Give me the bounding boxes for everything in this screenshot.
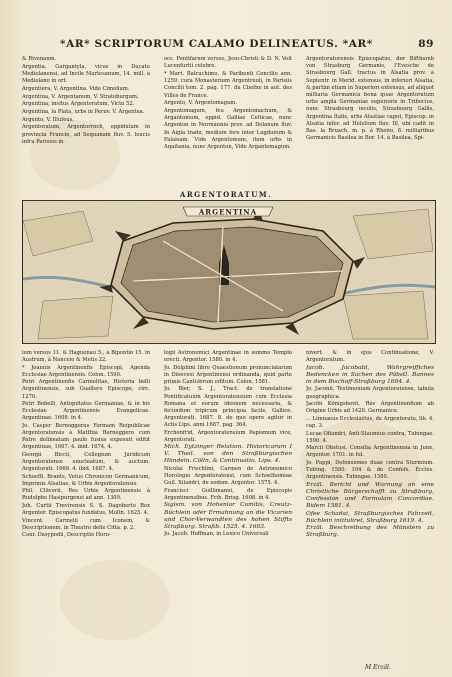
entry: Argentina, insitus Argentoratum, Victo 52. <box>22 101 135 108</box>
entry: Mich. Eytzinger Relation. Historicarum I V. Theil. von den Straßburgischen Händeln. Cölln, & Continuatio. Lips. 4. <box>164 444 292 465</box>
page-number: 89 <box>418 38 434 50</box>
entry: Nicolai Frischlini, Carmen de Astronomico Horologio Argentoratensi, cum Schoelhomiae Guil. Xilandri, de eodem. Argentor. 1575. 4. <box>164 466 292 487</box>
entry: Argento, V. Illufeus. <box>22 116 74 123</box>
top-text-columns <box>22 56 434 188</box>
entry: Georgii Biccii, Collegium Juridicum Argentoratense enucleatum, & auctum. Argentorati. 1669. 4. ibid. 1687. 4. <box>22 451 150 472</box>
entry: occ. Pontifarum versus, Jesu-Christi & D. N. Veit Lucenfurtii celebre. <box>164 56 292 70</box>
entry: logii Astronomici Argentinae in summo Templo erecti. Argentor. 1580. in 4. <box>164 350 292 364</box>
entry: & Rivenanm. <box>22 56 57 62</box>
entry: Erchenfrid, Argentoratensium Papismum vice, Argentorati. <box>164 429 292 443</box>
entry: Phil. Clüverii, Res Urbis Argentinensis à Rudolpho Hasipurgensi ad ann. 1309. <box>22 488 150 502</box>
entry: Jo. Pappi, Defensiones duae contra Sturmium. Tubing. 1580. 104 & de Confefs. Eccles. Argentinensis. Tubingae. 1580. <box>306 459 434 481</box>
entry: Argentina, V. Argentanum, V. Stratoburgum. <box>22 93 139 100</box>
entry: Schoeffl. Brants, Vetus Chronicon Germanicum, Imprimis Alsatiae, & Urbis Argentoratensis. <box>22 473 150 487</box>
bibliography-column-middle <box>164 350 292 662</box>
entry: Petri Bobelli, Antiquitates Germaniae, & in his Ecclesiae Argentinensis Evangelicae. Argentinae. 1609. in 4. <box>22 401 150 422</box>
entry: * Joannis Argentinenfis Episcopi, Agenda Ecclesiae Argentinensis. Colon. 1590. <box>22 364 150 378</box>
entry: ium versus 11. & Haguenau 5., à Bipontio 15. in Austrum, à Nanceio & Metis 22. <box>22 350 150 364</box>
entry: Joh. Curtii Trevirensis S. S. Dagoberto Rex Argentor. Episcopatus fundatus, Moltn. 1625. 4. <box>22 502 150 517</box>
city-plan-illustration <box>23 201 435 343</box>
entry: Petri Argentinenfis Carmelitae, Historia belli Argentinensis, sub Gualtero Episcopo, circ. 1270. <box>22 379 150 400</box>
entry: niverf. & in ejus Continuatione, V. Argentoratum. <box>306 350 434 364</box>
entry: Ofee Schadai, Straßburgisches Fahrzeit, Büchlein intituliret, Straßburg 1619. 4. <box>306 510 434 524</box>
entry: Argentina, la Plata, urbs in Peruv. V. Argentea. <box>22 108 145 115</box>
entry: Argentoratorensis Episcopatus, der Bifthumb von Strasburg Germanis, l'Evesche de Strasbourg Gall. tractus in Alsatia prov. a Septentr. in Merid. extensus, in inferiori Alsatia, & partim etiam in Superiori extensus, ad aliquot milliaria Germanica bona quae Argentoratum urbs ampla Germaniae superioris in Tribocios, nunc Strasbourg incolis, Strasbourg Gallis, Argentina Italis, urbs Alsatiae caput, Episcop. in Alsatia infer. ad Helelium fluv. Ill, ubi cadit in Bas. la Bruach, m. p. à Rheno, 8. milliaribus Germanicis Basilea in Bor. 14. à Basilea, Spi- <box>306 56 434 142</box>
entry: Lucae Ofiandri, Anti-Staumius contra, Tubingae. 1590. 4. <box>306 430 434 444</box>
entry: * Mart. Batrachimo, & Paribenti Concilio ann. 1259. cura Monasterium Argentreoli, in Parisiis Concilii tom. 2. pag. 177. du Chefne in aut. des Villes de France. <box>164 70 292 99</box>
signature-mark: M Erzäl. <box>365 664 391 671</box>
plate-banner: ARGENTINA <box>198 207 258 217</box>
bibliography-column-right <box>306 350 434 662</box>
bottom-text-columns <box>22 350 434 662</box>
entry: Argentoratum, Argentorroch, oppidulum in provincia Francie, ad Sequanam fluv. 5. leucis infra Parisios in <box>22 124 150 145</box>
entry: Jo. Jaconii, Testimonium Argentoratense, tabula geographica. <box>306 386 434 400</box>
entry: Conr. Dasypodii, Descriptio Horo- <box>22 532 111 539</box>
running-title: *AR* SCRIPTORUM CALAMO DELINEATUS. *AR* <box>60 38 373 50</box>
text-column-left <box>22 56 150 188</box>
entry: Jo. Casper Bernoggerus Formam Reipublicae Argentoratensis à Matthia Berneggero cum Patre delineatam paulo fusius exposuit editit Argentinae, 1667. 4. ibid. 1674. 4. <box>22 422 150 451</box>
running-header <box>22 38 434 52</box>
city-plan-engraving <box>22 200 436 344</box>
entry: Sigism. von Hohenlar Comitis, Creutz-Büchlein oder Ermahnung an die Vicarien und Chor-Verwandten des hohen Stiffts Straßburg. Straßb. 1525. 4. 1603. <box>164 502 292 530</box>
entry: Argentomagum, feu Argentomachum, & Argantomum, oppid. Galliae Celticae, nunc Argenton in Normannia prov. ad Dolanum fluv. In Aigla tradu, medium fere inter Lugdunum & Falaisam. Vide Argentomum, item urbs in Aquitania, nunc Argenton, Vide Argantomagum. <box>164 107 292 150</box>
bibliography-column-left <box>22 350 150 662</box>
entry: Jo. Dolphini libro Quaestionum pronunciatarum in Dioecesi Argentinensi ordinanda, quid parte primis Cantisbrum editum. Colon. 1581. <box>164 364 292 385</box>
entry: Jo. Bier, S. J., Tract. de translatione Pontificatuum Argentoratensium cum Ecclesia Romana et eorum ideonem necessaria, & fecundum tripicum principia facile, Gallice. Argentorati. 1687. 8. de quo opere agitur in Actis Lips. anni 1687. pag. 364. <box>164 386 292 428</box>
entry: Jacob. Jacobatii, Wahrgreiffiches Bedencken in Sachen des Päbstl. Bannes in dem Bischoff-Straßburg 1604. 4. <box>306 364 434 385</box>
entry: Erzäl. Bericht und Warnung an eine Christliche Bürgerschafft zu Straßburg, Confession und Formulam Concordiae. Bidem 1581. 4. <box>306 481 434 509</box>
text-column-middle <box>164 56 292 188</box>
entry: Erzäl. Beschreibung des Münsters zu Straßburg. <box>306 525 434 539</box>
entry: ... Limnaeus Ecclesiastus, de Argentoratu, lib. 4. cap. 3. <box>306 415 434 429</box>
text-column-right <box>306 56 434 188</box>
entry: Francisci Guillimanni, de Episcopis Argentinensibus. Frib. Brisg. 1608. in 4. <box>164 487 292 501</box>
entry: Jacobi Königshovii, Res Argentinenfium ab Origine Urbis ad 1420. Germanice. <box>306 401 434 415</box>
plate-caption: ARGENTORATUM. <box>179 190 273 199</box>
entry: Marcii Obstusi, Consilia Argentinensia in June, Argentor. 1701. in fol. <box>306 445 434 459</box>
entry: Argentia, Gargantyla, vicus in Ducatu Mediolanensi, ad Incile Martesanum, 14. mill. à Mediolano in ort. <box>22 63 150 85</box>
entry: Argento, V. Argentomagum. <box>164 100 238 107</box>
entry: Argentiera, V. Argentina. Vide Cimolium. <box>22 85 130 92</box>
entry: Vincent. Carmelii cum Iconem, & Descriptionem, in Theatro delle Citta. p. 2. <box>22 517 150 531</box>
entry: Jo. Jacob. Hoffman, in Lexico Universali <box>164 531 269 538</box>
